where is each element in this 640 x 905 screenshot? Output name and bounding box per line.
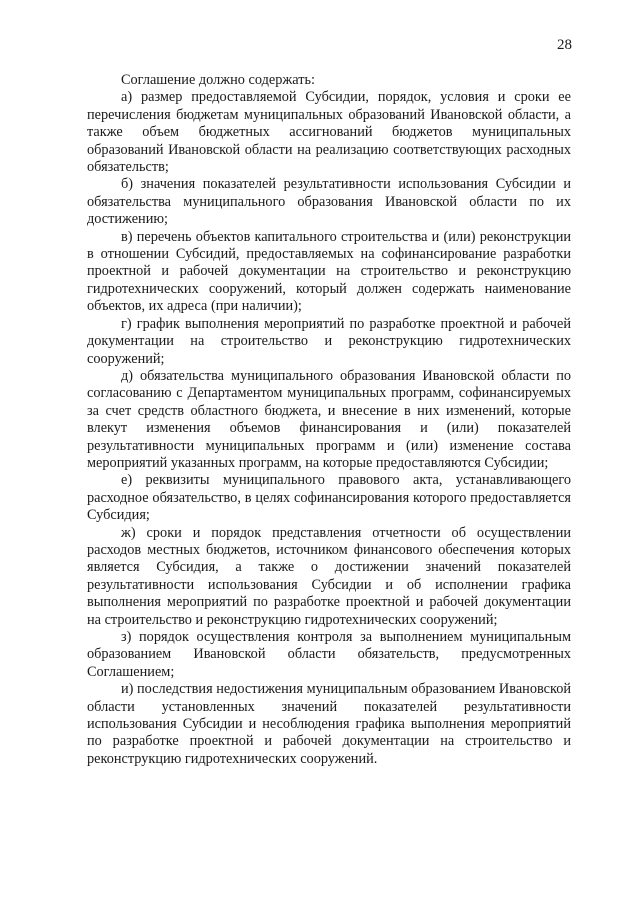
paragraph-intro: Соглашение должно содержать: [121,72,315,88]
page-number: 28 [557,37,572,53]
paragraph-item-i: и) последствия недостижения муниципальным образованием Ивановской области установленных значений показателей результативности использования Субсидии и несоблюдения графика выполнения мероприятий по разработке проектной и рабочей документации на строительство и реконструкцию гидротехнических сооружений. [87,681,571,767]
paragraph-item-v: в) перечень объектов капитального строительства и (или) реконструкции в отношении Субсидий, предоставляемых на софинансирование разработки проектной и рабочей документации на строительство и реконструкцию гидротехнических сооружений, который должен содержать наименование объектов, их адреса (при наличии); [87,228,571,315]
paragraph-item-zh: ж) сроки и порядок представления отчетности об осуществлении расходов местных бюджетов, источником финансового обеспечения которых является Субсидия, а также о достижении значений показателей результативности использования Субсидии и об исполнении графика выполнения мероприятий по разработке проектной и рабочей документации на строительство и реконструкцию гидротехнических сооружений; [87,524,571,628]
paragraph-item-b: б) значения показателей результативности использования Субсидии и обязательства муниципального образования Ивановской области по их достижению; [87,176,571,228]
paragraph-item-g: г) график выполнения мероприятий по разработке проектной и рабочей документации на строительство и реконструкцию гидротехнических сооружений; [87,315,571,367]
paragraph-item-d: д) обязательства муниципального образования Ивановской области по согласованию с Департаментом муниципальных программ, софинансируемых за счет средств областного бюджета, и внесение в них изменений, которые влекут изменения объемов финансирования и (или) показателей результативности муниципальных программ и (или) изменение состава мероприятий указанных программ, на которые предоставляются Субсидии; [87,367,571,471]
document-body [87,72,571,768]
paragraph-item-e: е) реквизиты муниципального правового акта, устанавливающего расходное обязательство, в целях софинансирования которого предоставляется Субсидия; [87,472,571,524]
paragraph-item-z: з) порядок осуществления контроля за выполнением муниципальным образованием Ивановской области обязательств, предусмотренных Соглашением; [87,629,571,680]
paragraph-item-a: а) размер предоставляемой Субсидии, порядок, условия и сроки ее перечисления бюджетам муниципальных образований Ивановской области, а также объем бюджетных ассигнований бюджетов муниципальных образований Ивановской области на реализацию соответствующих расходных обязательств; [87,89,571,176]
